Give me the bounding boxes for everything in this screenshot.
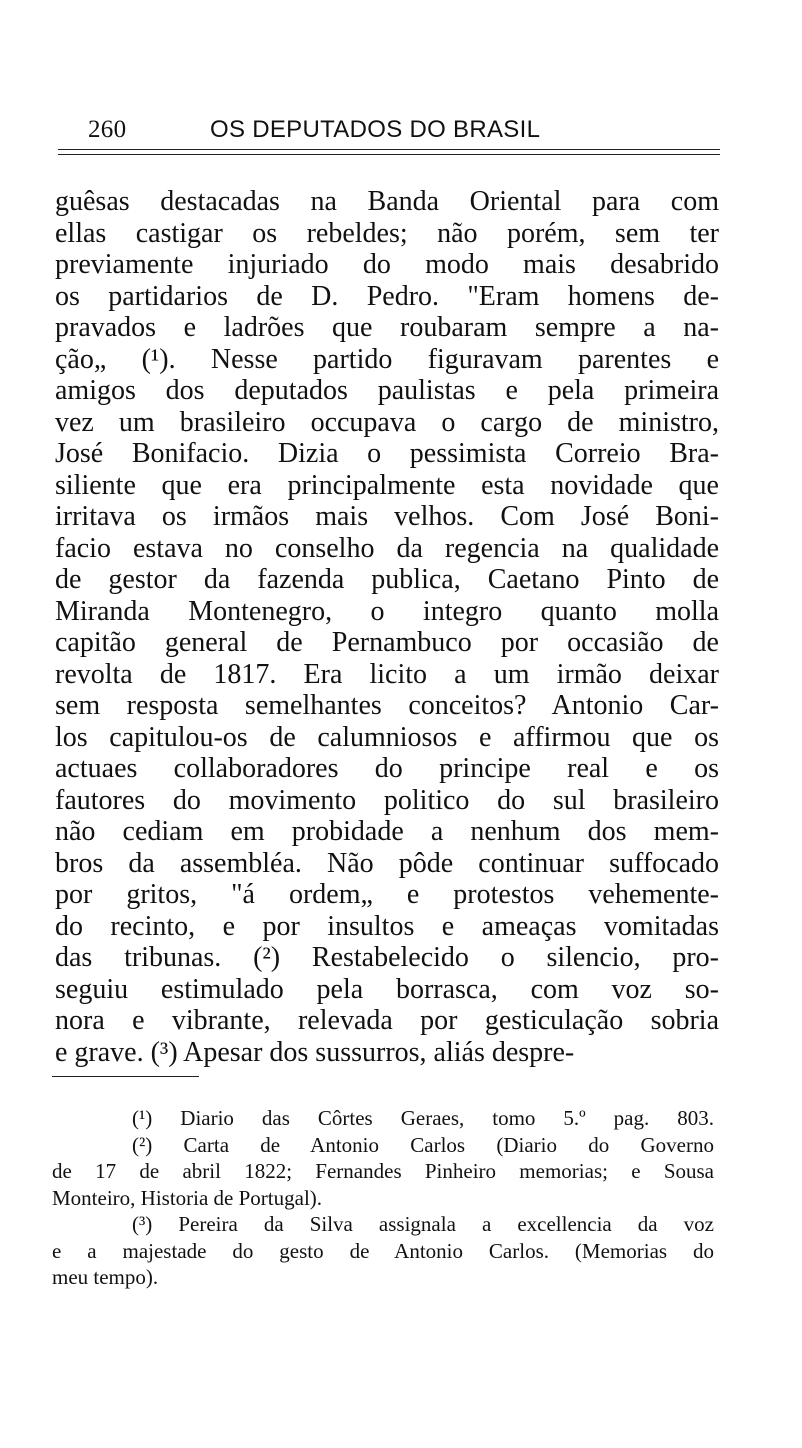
- body-line: de gestor da fazenda publica, Caetano Pinto de: [55, 564, 719, 595]
- running-title: OS DEPUTADOS DO BRASIL: [210, 116, 541, 143]
- body-line: os partidarios de D. Pedro. "Eram homens de-: [55, 280, 719, 312]
- running-header: [88, 116, 558, 146]
- footnote-line: (¹) Diario das Côrtes Geraes, tomo 5.º pag. 803.: [132, 1106, 714, 1130]
- footnote-line: meu tempo).: [52, 1265, 159, 1289]
- body-line: e grave. (³) Apesar dos sussurros, aliás despre-: [55, 1036, 575, 1068]
- body-line: siliente que era principalmente esta novidade que: [55, 469, 719, 501]
- body-line: revolta de 1817. Era licito a um irmão deixar: [55, 658, 719, 690]
- body-line: vez um brasileiro occupava o cargo de ministro,: [55, 406, 719, 438]
- body-line: los capitulou-os de calumniosos e affirmou que os: [55, 721, 719, 753]
- footnote-line: Monteiro, Historia de Portugal).: [52, 1185, 323, 1210]
- body-line: irritava os irmãos mais velhos. Com José Boni-: [55, 501, 719, 532]
- body-line: das tribunas. (²) Restabelecido o silencio, pro-: [55, 942, 719, 973]
- body-line: guêsas destacadas na Banda Oriental para com: [55, 186, 719, 217]
- body-line: ção„ (¹). Nesse partido figuravam parentes e: [55, 343, 719, 375]
- body-line: por gritos, "á ordem„ e protestos vehemente-: [55, 879, 719, 910]
- body-line: ellas castigar os rebeldes; não porém, sem ter: [55, 217, 719, 249]
- footnote-line: (³) Pereira da Silva assignala a excellencia da voz: [132, 1212, 714, 1236]
- body-line: sem resposta semelhantes conceitos? Antonio Car-: [55, 690, 719, 721]
- body-line: não cediam em probidade a nenhum dos mem-: [55, 816, 719, 847]
- body-line: facio estava no conselho da regencia na qualidade: [55, 532, 719, 564]
- body-line: do recinto, e por insultos e ameaças vomitadas: [55, 910, 719, 942]
- body-line: pravados e ladrões que roubaram sempre a na-: [55, 312, 719, 343]
- header-rule-bottom: [58, 154, 720, 155]
- body-line: amigos dos deputados paulistas e pela primeira: [55, 375, 719, 406]
- body-line: capitão general de Pernambuco por occasião de: [55, 627, 719, 658]
- body-line: fautores do movimento politico do sul brasileiro: [55, 784, 719, 816]
- footnote-line: (²) Carta de Antonio Carlos (Diario do Governo: [132, 1132, 714, 1157]
- body-line: nora e vibrante, relevada por gesticulação sobria: [55, 1005, 719, 1036]
- footnote-separator: [52, 1076, 199, 1077]
- body-line: bros da assembléa. Não pôde continuar suffocado: [55, 847, 719, 879]
- body-line: Miranda Montenegro, o integro quanto molla: [55, 595, 719, 627]
- header-rule-top: [58, 149, 720, 150]
- footnote-line: e a majestade do gesto de Antonio Carlos. (Memorias do: [52, 1238, 714, 1263]
- footnotes: [52, 1105, 714, 1291]
- page-number: 260: [88, 116, 127, 143]
- body-line: actuaes collaboradores do principe real e os: [55, 753, 719, 784]
- footnote-line: de 17 de abril 1822; Fernandes Pinheiro memorias; e Sousa: [52, 1159, 714, 1183]
- body-line: seguiu estimulado pela borrasca, com voz so-: [55, 973, 719, 1005]
- body-line: previamente injuriado do modo mais desabrido: [55, 249, 719, 280]
- body-text: [55, 186, 719, 1068]
- body-line: José Bonifacio. Dizia o pessimista Correio Bra-: [55, 438, 719, 469]
